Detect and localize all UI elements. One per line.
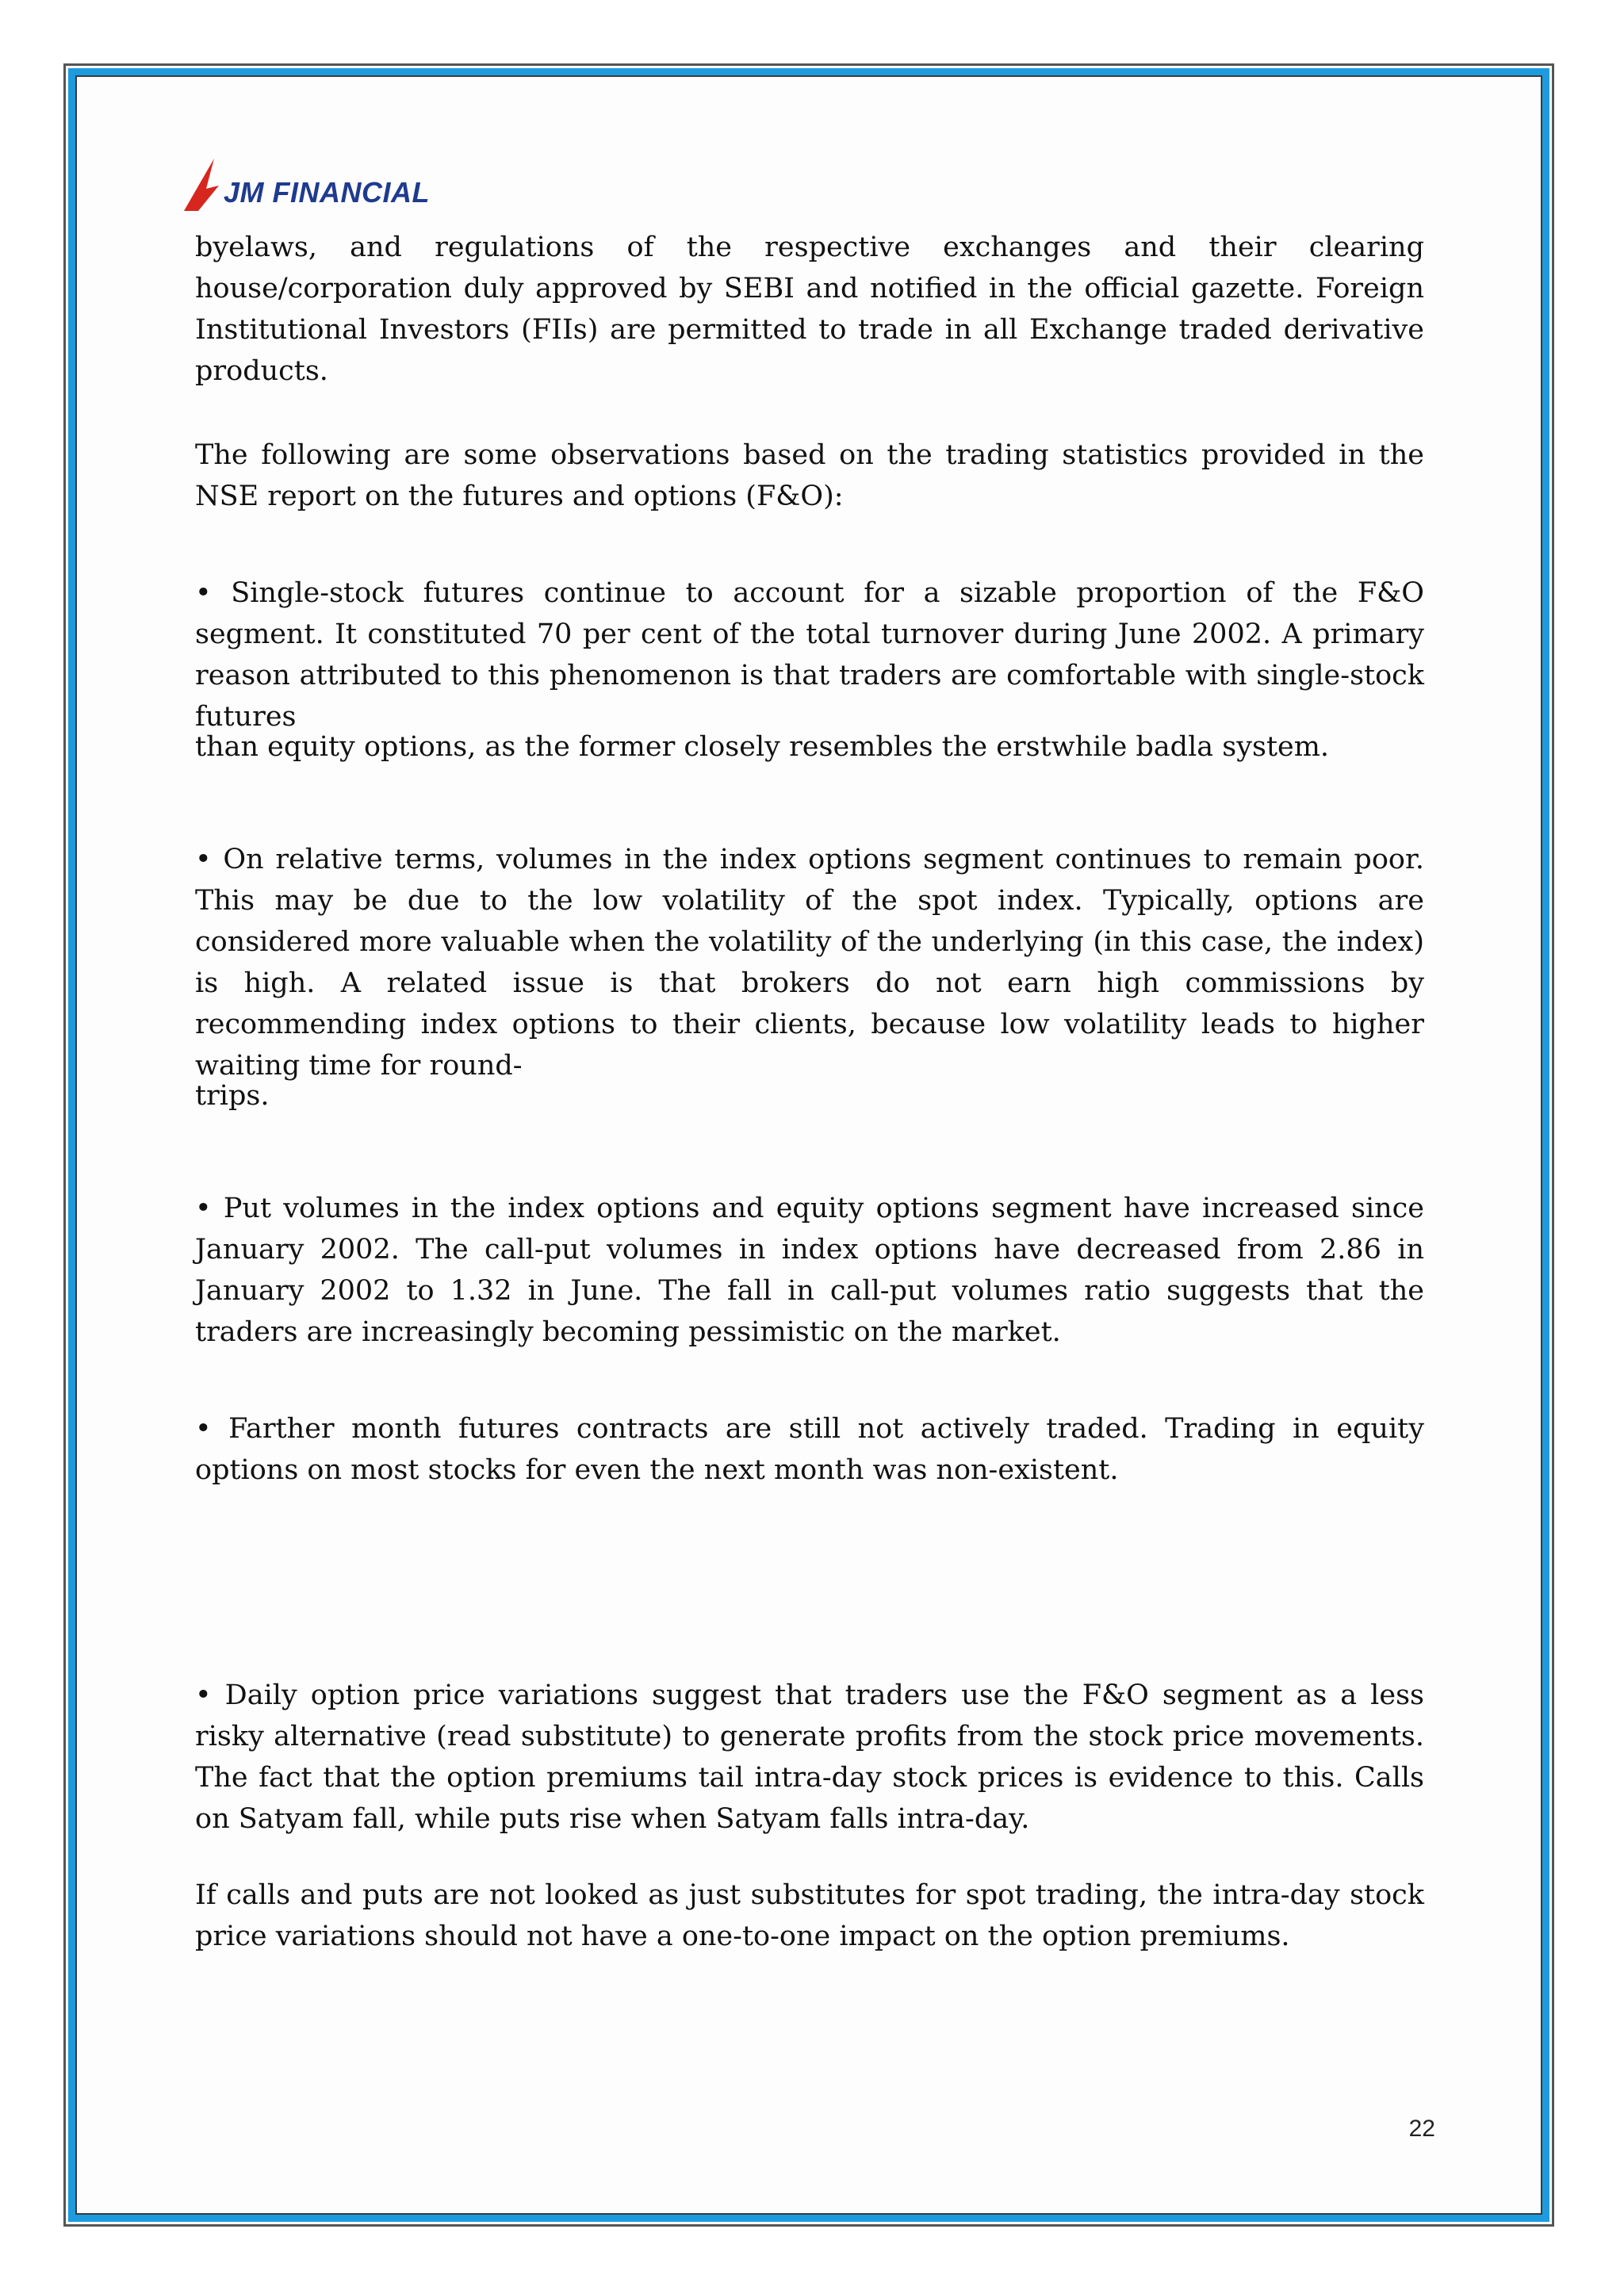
- paragraph-byelaws: byelaws, and regulations of the respective exchanges and their clearing house/corporation duly approved by SEBI and notified in the official gazette. Foreign Institutional Investors (FIIs) are permitted to trade in all Exchange traded derivative products.: [195, 232, 1424, 387]
- paragraph-calls-and-puts: If calls and puts are not looked as just substitutes for spot trading, the intra-day stock price variations should not have a one-to-one impact on the option premiums.: [195, 1879, 1424, 1952]
- bullet-daily-option-price: • Daily option price variations suggest that traders use the F&O segment as a less risky alternative (read substitute) to generate profits from the stock price movements. The fact that the option premiums tail intra-day stock prices is evidence to this. Calls on Satyam fall, while puts rise when Satyam falls intra-day.: [195, 1679, 1424, 1835]
- jm-financial-logo: [182, 157, 430, 213]
- logo-flame-icon: [182, 157, 219, 213]
- bullet-index-options: • On relative terms, volumes in the index options segment continues to remain poor. This may be due to the low volatility of the spot index. Typically, options are considered more valuable when the volatility of the underlying (in this case, the index) is high. A related issue is that brokers do not earn high commissions by recommending index options to their clients, because low volatility leads to higher waiting time for round-: [195, 844, 1424, 1082]
- logo-text: JM FINANCIAL: [224, 176, 430, 209]
- page-number: 22: [1408, 2116, 1435, 2142]
- bullet-put-volumes: • Put volumes in the index options and equity options segment have increased since January 2002. The call-put volumes in index options have decreased from 2.86 in January 2002 to 1.32 in June. The fall in call-put volumes ratio suggests that the traders are increasingly becoming pessimistic on the market.: [195, 1193, 1424, 1348]
- bullet-farther-month: • Farther month futures contracts are still not actively traded. Trading in equity options on most stocks for even the next month was non-existent.: [195, 1413, 1424, 1486]
- bullet-single-stock-futures-cont: than equity options, as the former closely resembles the erstwhile badla system.: [195, 731, 1330, 763]
- bullet-index-options-cont: trips.: [195, 1080, 270, 1112]
- paragraph-observations-intro: The following are some observations based on the trading statistics provided in the NSE report on the futures and options (F&O):: [195, 439, 1424, 512]
- bullet-single-stock-futures: • Single-stock futures continue to account for a sizable proportion of the F&O segment. It constituted 70 per cent of the total turnover during June 2002. A primary reason attributed to this phenomenon is that traders are comfortable with single-stock futures: [195, 577, 1424, 733]
